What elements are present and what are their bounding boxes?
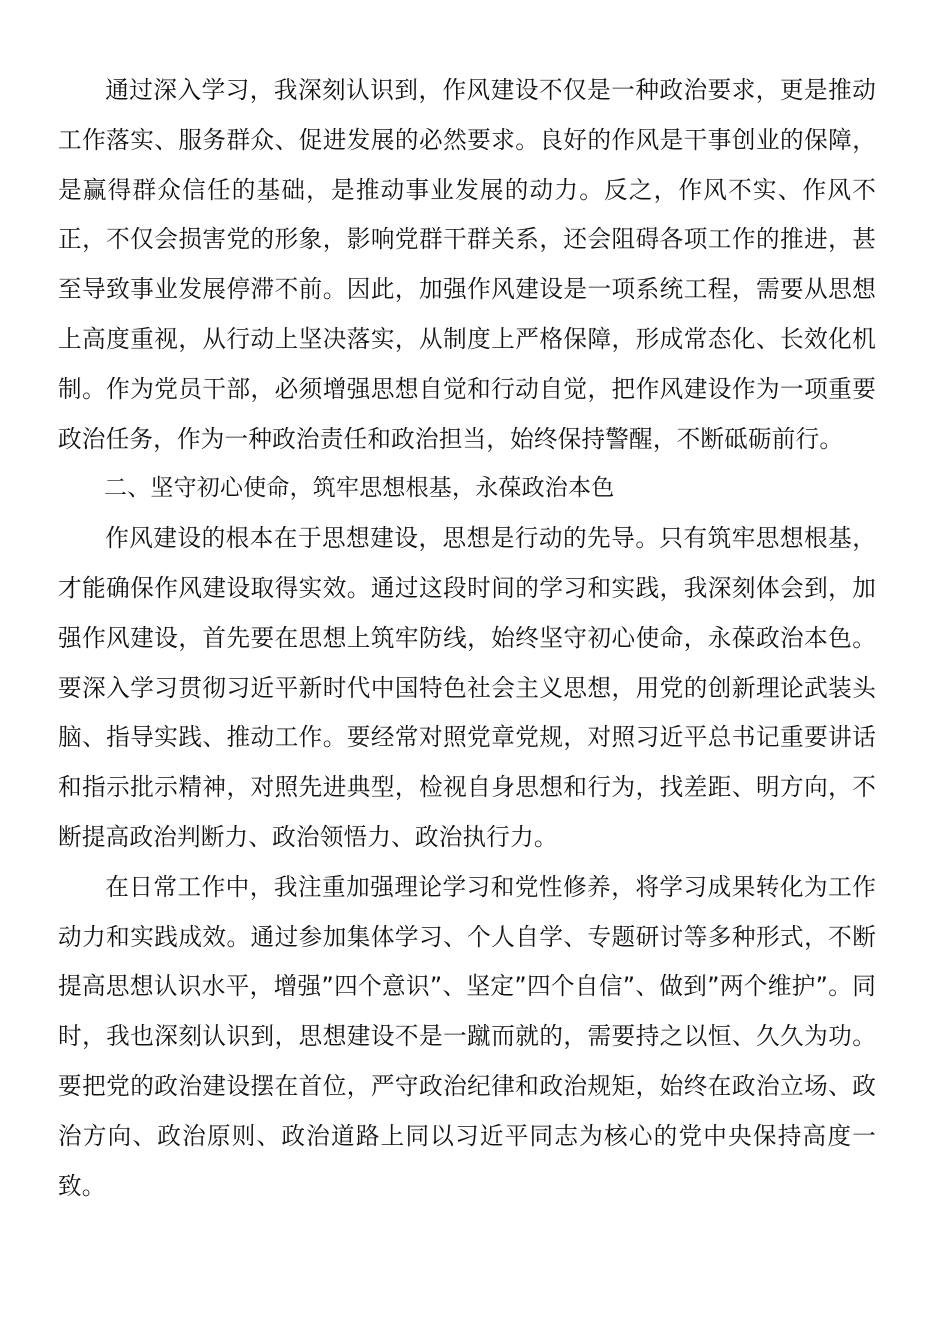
body-paragraph: 作风建设的根本在于思想建设，思想是行动的先导。只有筑牢思想根基，才能确保作风建设取得实效。通过这段时间的学习和实践，我深刻体会到，加强作风建设，首先要在思想上筑牢防线，始终坚守初心使命，永葆政治本色。要深入学习贯彻习近平新时代中国特色社会主义思想，用党的创新理论武装头脑、指导实践、推动工作。要经常对照党章党规，对照习近平总书记重要讲话和指示批示精神，对照先进典型，检视自身思想和行为，找差距、明方向，不断提高政治判断力、政治领悟力、政治执行力。 [58, 524, 876, 851]
document-page [58, 66, 876, 1211]
body-paragraph: 通过深入学习，我深刻认识到，作风建设不仅是一种政治要求，更是推动工作落实、服务群众、促进发展的必然要求。良好的作风是干事创业的保障，是赢得群众信任的基础，是推动事业发展的动力。反之，作风不实、作风不正，不仅会损害党的形象，影响党群干群关系，还会阻碍各项工作的推进，甚至导致事业发展停滞不前。因此，加强作风建设是一项系统工程，需要从思想上高度重视，从行动上坚决落实，从制度上严格保障，形成常态化、长效化机制。作为党员干部，必须增强思想自觉和行动自觉，把作风建设作为一项重要政治任务，作为一种政治责任和政治担当，始终保持警醒，不断砥砺前行。 [58, 76, 876, 453]
body-paragraph: 在日常工作中，我注重加强理论学习和党性修养，将学习成果转化为工作动力和实践成效。通过参加集体学习、个人自学、专题研讨等多种形式，不断提高思想认识水平，增强”四个意识”、坚定”四个自信”、做到”两个维护”。同时，我也深刻认识到，思想建设不是一蹴而就的，需要持之以恒、久久为功。要把党的政治建设摆在首位，严守政治纪律和政治规矩，始终在政治立场、政治方向、政治原则、政治道路上同以习近平同志为核心的党中央保持高度一致。 [58, 872, 876, 1200]
section-heading: 二、坚守初心使命，筑牢思想根基，永葆政治本色 [104, 475, 615, 502]
